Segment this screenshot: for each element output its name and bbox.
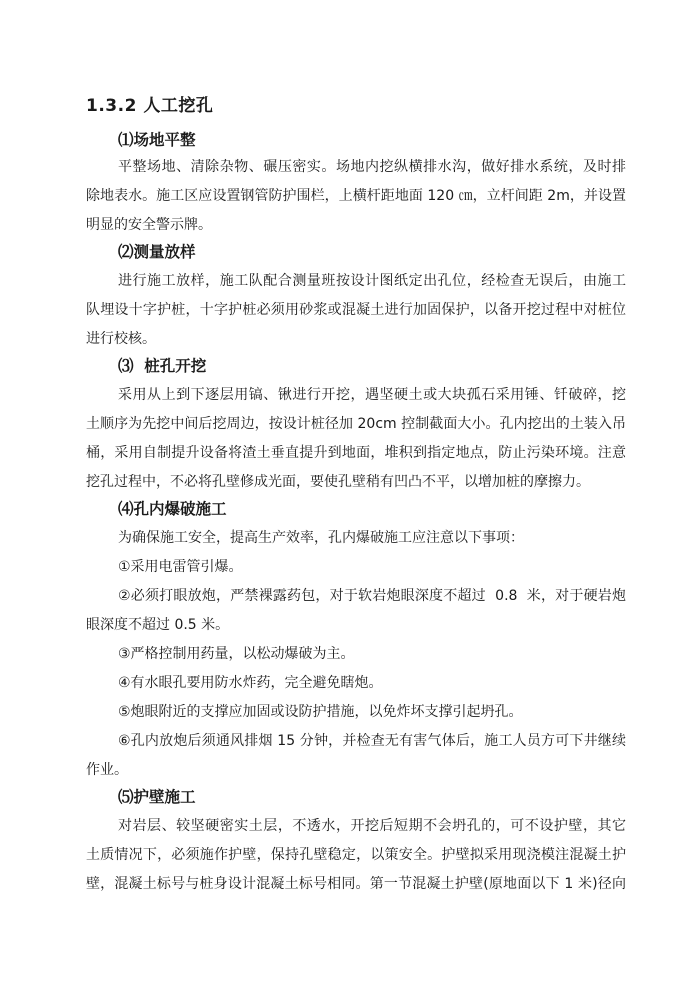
paragraph-line: 壁，混凝土标号与桩身设计混凝土标号相同。第一节混凝土护壁(原地面以下 1 米)径向 — [86, 876, 626, 892]
list-item: ④有水眼孔要用防水炸药，完全避免瞎炮。 — [118, 675, 383, 691]
subsection-title-retaining-wall: ⑸护壁施工 — [118, 788, 196, 806]
paragraph-line: 平整场地、清除杂物、碾压密实。场地内挖纵横排水沟，做好排水系统，及时排 — [118, 159, 626, 175]
paragraph-line: 明显的安全警示牌。 — [86, 217, 212, 233]
paragraph-line: 桶，采用自制提升设备将渣土垂直提升到地面，堆积到指定地点，防止污染环境。注意 — [86, 445, 626, 461]
paragraph-line: 为确保施工安全，提高生产效率，孔内爆破施工应注意以下事项： — [118, 530, 524, 546]
paragraph-line: 进行校核。 — [86, 331, 156, 347]
section-heading: 1.3.2 人工挖孔 — [86, 96, 214, 116]
subsection-title-pile-excavation: ⑶ 桩孔开挖 — [118, 357, 207, 375]
paragraph-line: 队埋设十字护桩，十字护桩必须用砂浆或混凝土进行加固保护，以备开挖过程中对桩位 — [86, 302, 626, 318]
paragraph-line: 除地表水。施工区应设置钢管防护围栏，上横杆距地面 120 ㎝，立杆间距 2m，并设置 — [86, 188, 626, 204]
paragraph-line: 挖孔过程中，不必将孔壁修成光面，要使孔壁稍有凹凸不平，以增加桩的摩擦力。 — [86, 474, 590, 490]
paragraph-line: 进行施工放样，施工队配合测量班按设计图纸定出孔位，经检查无误后，由施工 — [118, 273, 626, 289]
paragraph-line: 作业。 — [86, 762, 128, 778]
subsection-title-survey-layout: ⑵测量放样 — [118, 243, 196, 261]
list-item: ⑤炮眼附近的支撑应加固或设防护措施，以免炸坏支撑引起坍孔。 — [118, 704, 523, 720]
subsection-title-blasting: ⑷孔内爆破施工 — [118, 500, 227, 518]
paragraph-line: 眼深度不超过 0.5 米。 — [86, 617, 230, 633]
paragraph-line: 土质情况下，必须施作护壁，保持孔壁稳定，以策安全。护壁拟采用现浇模注混凝土护 — [86, 847, 626, 863]
list-item: ⑥孔内放炮后须通风排烟 15 分钟，并检查无有害气体后，施工人员方可下井继续 — [118, 733, 626, 749]
list-item: ③严格控制用药量，以松动爆破为主。 — [118, 646, 355, 662]
list-item: ②必须打眼放炮，严禁裸露药包，对于软岩炮眼深度不超过 0.8 米，对于硬岩炮 — [118, 588, 626, 604]
subsection-title-site-leveling: ⑴场地平整 — [118, 131, 196, 149]
list-item: ①采用电雷管引爆。 — [118, 559, 243, 575]
paragraph-line: 采用从上到下逐层用镐、锹进行开挖，遇坚硬土或大块孤石采用锤、钎破碎，挖 — [118, 387, 626, 403]
paragraph-line: 土顺序为先挖中间后挖周边，按设计桩径加 20cm 控制截面大小。孔内挖出的土装入吊 — [86, 416, 626, 432]
paragraph-line: 对岩层、较坚硬密实土层，不透水，开挖后短期不会坍孔的，可不设护壁，其它 — [118, 818, 626, 834]
